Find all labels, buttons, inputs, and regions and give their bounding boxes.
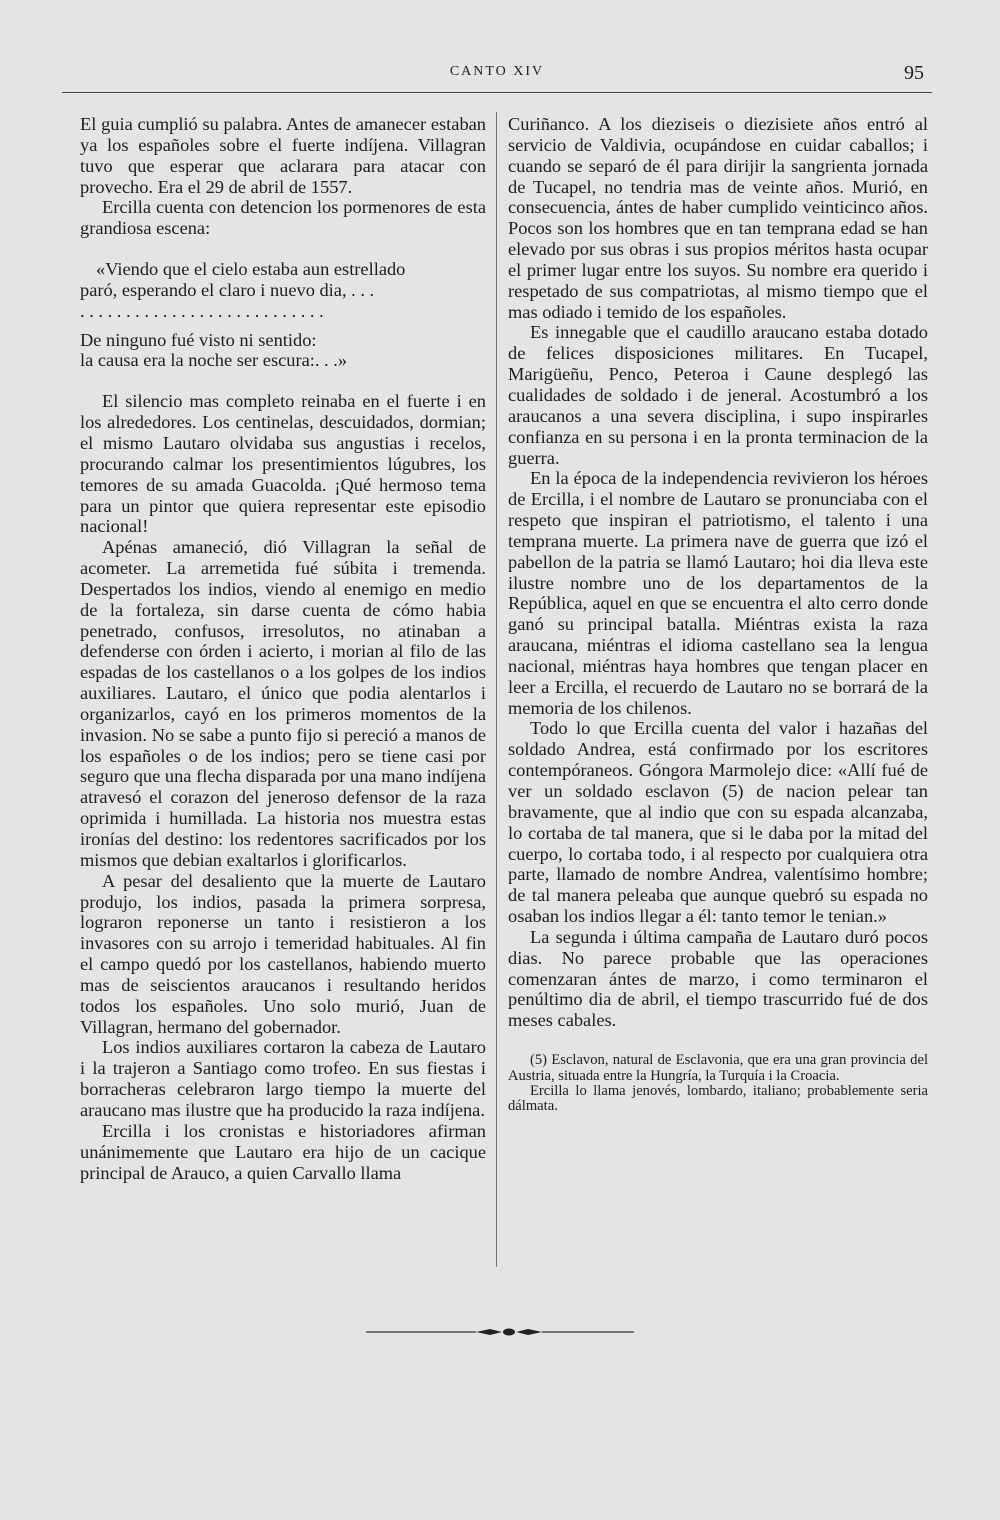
paragraph: El guia cumplió su palabra. Antes de amanecer estaban ya los españoles sobre el fuerte indíjena. Villagran tuvo que esperar que aclarara para atacar con provecho. Era el 29 de abril de 1557. [80, 114, 486, 197]
footnote: Ercilla lo llama jenovés, lombardo, italiano; probablemente seria dálmata. [508, 1082, 928, 1115]
footnote: (5) Esclavon, natural de Esclavonia, que era una gran provincia del Austria, situada entre la Hungría, la Turquía i la Croacia. [508, 1052, 928, 1084]
paragraph: La segunda i última campaña de Lautaro duró pocos dias. No parece probable que las operaciones comenzaran ántes de marzo, i como terminaron el penúltimo dia de abril, el tiempo trascurrido fué de dos meses cabales. [508, 926, 928, 1031]
verse-ellipsis: . . . . . . . . . . . . . . . . . . . . . . . . . . . [80, 300, 324, 321]
page-number: 95 [904, 62, 924, 84]
right-column [508, 114, 928, 1115]
paragraph: El silencio mas completo reinaba en el fuerte i en los alrededores. Los centinelas, descuidados, dormian; el mismo Lautaro olvidaba sus angustias i recelos, procurando calmar los presentimientos lúgubres, los temores de su amada Guacolda. ¡Qué hermoso tema para un pintor que quiera representar este episodio nacional! [80, 391, 486, 537]
footnotes [508, 1053, 928, 1115]
page-header [62, 58, 932, 93]
column-divider [496, 112, 497, 1267]
paragraph: Todo lo que Ercilla cuenta del valor i hazañas del soldado Andrea, está confirmado por los escritores contempóraneos. Góngora Marmolejo dice: «Allí fué de ver un soldado esclavon (5) de nacion pelear tan bravamente, que al indio que con su espada alcanzaba, lo cortaba de tal manera, que si le daba por la mitad del cuerpo, lo cortaba todo, i al respecto por cualquiera otra parte, llamado de nombre Andrea, valentísimo hombre; de tal manera peleaba que aunque quebró su espada no osaban los indios llegar a él: tanto temor le tenian.» [508, 718, 928, 927]
verse-quote [80, 259, 486, 371]
verse-line: paró, esperando el claro i nuevo dia, . . . [80, 279, 375, 300]
verse-line: la causa era la noche ser escura:. . .» [80, 350, 348, 371]
paragraph: Los indios auxiliares cortaron la cabeza de Lautaro i la trajeron a Santiago como trofeo. En sus fiestas i borracheras celebraron largo tiempo la muerte del araucano mas ilustre que ha producido la raza indíjena. [80, 1037, 486, 1120]
running-head: CANTO XIV [449, 64, 545, 79]
paragraph: Ercilla cuenta con detencion los pormenores de esta grandiosa escena: [80, 197, 486, 239]
paragraph: Apénas amaneció, dió Villagran la señal de acometer. La arremetida fué súbita i tremenda. Despertados los indios, viendo al enemigo en medio de la fortaleza, sin darse cuenta de cómo habia penetrado, confusos, irresolutos, no atinaban a defenderse con órden i acierto, i morian al filo de las espadas de los castellanos o a los golpes de los indios auxiliares. Lautaro, el único que podia alentarlos i organizarlos, cayó en los primeros momentos de la invasion. No se sabe a punto fijo si pereció a manos de los españoles o de los indios; pero se tiene casi por seguro que una flecha disparada por una mano indíjena atravesó el corazon del jeneroso defensor de la raza oprimida i humillada. La historia nos muestra estas ironías del destino: los redentores sacrificados por los mismos que debian exaltarlos i glorificarlos. [80, 537, 486, 870]
paragraph: Es innegable que el caudillo araucano estaba dotado de felices disposiciones militares. En Tucapel, Marigüeñu, Penco, Peteroa i Caune desplegó las cualidades de soldado i de jeneral. Acostumbró a los araucanos a una severa disciplina, i supo inspirarles confianza en su persona i en la pronta terminacion de la guerra. [508, 322, 928, 468]
paragraph: En la época de la independencia revivieron los héroes de Ercilla, i el nombre de Lautaro se pronunciaba con el respeto que inspiran el patriotismo, el talento i una temprana muerte. La primera nave de guerra que izó el pabellon de la patria se llamó Lautaro; hoi dia lleva este ilustre nombre uno de los departamentos de la República, aquel en que se encuentra el alto cerro donde ganó su principal batalla. Miéntras exista la raza araucana, miéntras el idioma castellano sea la lengua nacional, miéntras haya hombres que tengan placer en leer a Ercilla, el recuerdo de Lautaro no se borrará de la memoria de los chilenos. [508, 468, 928, 718]
verse-line: De ninguno fué visto ni sentido: [80, 329, 317, 350]
paragraph: A pesar del desaliento que la muerte de Lautaro produjo, los indios, pasada la primera sorpresa, lograron reponerse un tanto i resistieron a los invasores con su arrojo i temeridad habituales. Al fin el campo quedó por los castellanos, habiendo muerto mas de seiscientos araucanos i resultando heridos todos los españoles. Uno solo murió, Juan de Villagran, hermano del gobernador. [80, 870, 486, 1037]
paragraph: Curiñanco. A los dieziseis o diezisiete años entró al servicio de Valdivia, ocupándose en cuidar caballos; i cuando se separó de él para dirijir la sangrienta jornada de Tucapel, no tendria mas de veinte años. Murió, en consecuencia, ántes de haber cumplido veinticinco años. Pocos son los hombres que en tan temprana edad se han elevado por sus obras i sus propios méritos hasta ocupar el primer lugar entre los suyos. Su nombre era querido i respetado de sus compatriotas, al mismo tiempo que el mas odiado i temido de los españoles. [508, 114, 928, 322]
ornament-rule [366, 1325, 634, 1339]
left-column [80, 114, 486, 1183]
paragraph: Ercilla i los cronistas e historiadores afirman unánimemente que Lautaro era hijo de un cacique principal de Arauco, a quien Carvallo llama [80, 1120, 486, 1183]
verse-line: «Viendo que el cielo estaba aun estrellado [96, 259, 406, 280]
